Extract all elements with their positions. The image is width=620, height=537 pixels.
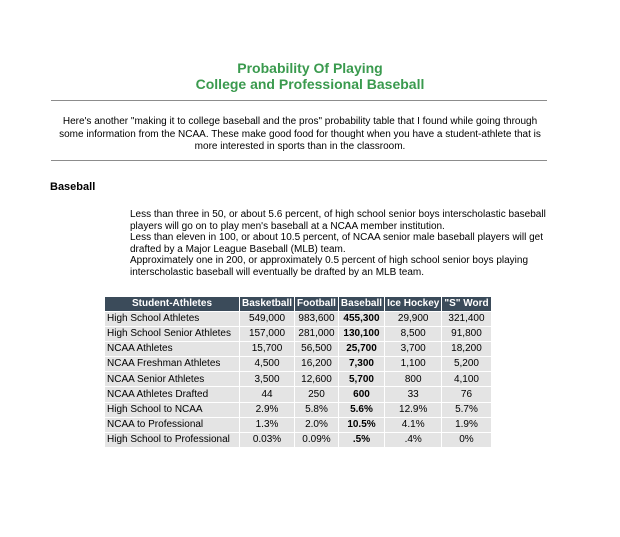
- row-label: High School Athletes: [105, 312, 239, 326]
- table-cell: 600: [339, 387, 384, 401]
- row-label: NCAA to Professional: [105, 418, 239, 432]
- table-cell: 16,200: [295, 357, 338, 371]
- row-label: High School to Professional: [105, 433, 239, 447]
- table-cell: 800: [385, 372, 441, 386]
- row-label: NCAA Senior Athletes: [105, 372, 239, 386]
- row-label: High School Senior Athletes: [105, 327, 239, 341]
- title-line-1: Probability Of Playing: [237, 60, 383, 76]
- top-divider: [51, 100, 547, 101]
- table-row: [105, 357, 491, 371]
- table-row: [105, 372, 491, 386]
- table-cell: 12.9%: [385, 403, 441, 417]
- table-row: [105, 403, 491, 417]
- table-cell: 29,900: [385, 312, 441, 326]
- table-cell: 76: [442, 387, 490, 401]
- table-cell: 5.7%: [442, 403, 490, 417]
- table-row: [105, 387, 491, 401]
- intro-paragraph: Here's another "making it to college baseball and the pros" probability table that I found while going through some information from the NCAA. These make good food for thought when you have a student-athlete that is more interested in sports than in the classroom.: [59, 116, 541, 152]
- table-row: [105, 312, 491, 326]
- table-cell: 7,300: [339, 357, 384, 371]
- column-header: "S" Word: [444, 298, 489, 309]
- section-heading: Baseball: [50, 181, 96, 193]
- table-cell: 5.8%: [295, 403, 338, 417]
- table-cell: 130,100: [339, 327, 384, 341]
- table-cell: 5,700: [339, 372, 384, 386]
- table-row: [105, 433, 491, 447]
- fact-line: Less than eleven in 100, or about 10.5 percent, of NCAA senior male baseball players will get drafted by a Major League Baseball (MLB) team.: [130, 232, 544, 255]
- row-label: NCAA Freshman Athletes: [105, 357, 239, 371]
- table-cell: 0%: [442, 433, 490, 447]
- table-cell: .4%: [385, 433, 441, 447]
- column-header: Basketball: [242, 298, 293, 309]
- table-cell: 4,100: [442, 372, 490, 386]
- table-cell: 33: [385, 387, 441, 401]
- table-header-row: [105, 297, 491, 311]
- table-cell: .5%: [339, 433, 384, 447]
- table-cell: 8,500: [385, 327, 441, 341]
- table-cell: 5,200: [442, 357, 490, 371]
- table-cell: 56,500: [295, 342, 338, 356]
- table-cell: 4.1%: [385, 418, 441, 432]
- table-cell: 1,100: [385, 357, 441, 371]
- bottom-divider: [51, 160, 547, 161]
- table-cell: 549,000: [240, 312, 294, 326]
- table-cell: 1.3%: [240, 418, 294, 432]
- row-label: NCAA Athletes: [105, 342, 239, 356]
- table-cell: 1.9%: [442, 418, 490, 432]
- table-cell: 0.03%: [240, 433, 294, 447]
- table-cell: 44: [240, 387, 294, 401]
- table-cell: 2.9%: [240, 403, 294, 417]
- table-cell: 12,600: [295, 372, 338, 386]
- table-cell: 4,500: [240, 357, 294, 371]
- table-cell: 2.0%: [295, 418, 338, 432]
- table-cell: 3,500: [240, 372, 294, 386]
- row-label: NCAA Athletes Drafted: [105, 387, 239, 401]
- table-cell: 25,700: [339, 342, 384, 356]
- fact-line: Less than three in 50, or about 5.6 percent, of high school senior boys interscholastic baseball players will go on to play men's baseball at a NCAA member institution.: [130, 209, 546, 232]
- column-header: Football: [297, 298, 336, 309]
- table-row: [105, 327, 491, 341]
- probability-table: [104, 296, 492, 448]
- fact-line: Approximately one in 200, or approximately 0.5 percent of high school senior boys playing interscholastic baseball will eventually be drafted by an MLB team.: [130, 255, 529, 278]
- table-cell: 5.6%: [339, 403, 384, 417]
- table-cell: 983,600: [295, 312, 338, 326]
- row-label: High School to NCAA: [105, 403, 239, 417]
- table-cell: 91,800: [442, 327, 490, 341]
- table-cell: 157,000: [240, 327, 294, 341]
- table-cell: 10.5%: [339, 418, 384, 432]
- column-header: Ice Hockey: [387, 298, 440, 309]
- table-cell: 15,700: [240, 342, 294, 356]
- facts-block: [130, 209, 550, 279]
- column-header: Baseball: [340, 298, 383, 309]
- table-cell: 281,000: [295, 327, 338, 341]
- table-cell: 18,200: [442, 342, 490, 356]
- table-row: [105, 418, 491, 432]
- page-title: [0, 60, 620, 92]
- table-cell: 3,700: [385, 342, 441, 356]
- table-cell: 250: [295, 387, 338, 401]
- table-cell: 0.09%: [295, 433, 338, 447]
- table-cell: 321,400: [442, 312, 490, 326]
- title-line-2: College and Professional Baseball: [195, 76, 425, 92]
- table-row: [105, 342, 491, 356]
- column-header: Student-Athletes: [105, 297, 239, 311]
- table-cell: 455,300: [339, 312, 384, 326]
